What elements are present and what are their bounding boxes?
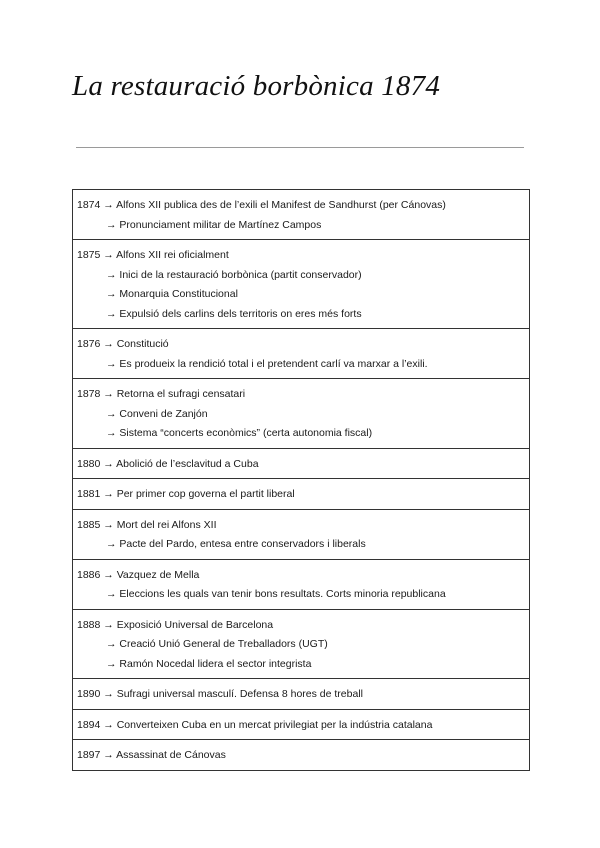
timeline-entry <box>73 710 529 741</box>
timeline-entry <box>73 740 529 771</box>
entry-detail-line: → Creació Unió General de Treballadors (UGT) <box>106 638 328 650</box>
title-divider <box>76 147 524 148</box>
timeline-entry <box>73 510 529 560</box>
entry-detail-line: → Es produeix la rendició total i el pretendent carlí va marxar a l’exili. <box>106 357 428 370</box>
entry-detail-line: → Eleccions les quals van tenir bons resultats. Corts minoria republicana <box>106 588 446 600</box>
entry-detail-line: → Conveni de Zanjón <box>106 407 208 420</box>
entry-detail-line: → Monarquia Constitucional <box>106 288 238 300</box>
timeline-entry <box>73 240 529 329</box>
timeline-entry <box>73 679 529 710</box>
page-title: La restauració borbònica 1874 <box>72 70 441 102</box>
timeline-entry <box>73 479 529 510</box>
entry-year-line: 1880 → Abolició de l’esclavitud a Cuba <box>77 457 259 470</box>
entry-detail-line: → Pacte del Pardo, entesa entre conservadors i liberals <box>106 538 366 550</box>
entry-year-line: 1881 → Per primer cop governa el partit liberal <box>77 488 295 500</box>
entry-detail-line: → Expulsió dels carlins dels territoris on eres més forts <box>106 307 362 320</box>
entry-year-line: 1885 → Mort del rei Alfons XII <box>77 518 217 531</box>
timeline-entry <box>73 449 529 480</box>
timeline-entry <box>73 379 529 449</box>
entry-year-line: 1876 → Constitució <box>77 338 169 350</box>
entry-year-line: 1888 → Exposició Universal de Barcelona <box>77 618 274 631</box>
entry-detail-line: → Inici de la restauració borbònica (partit conservador) <box>106 268 362 281</box>
entry-year-line: 1897 → Assassinat de Cánovas <box>77 749 226 761</box>
entry-year-line: 1874 → Alfons XII publica des de l’exili el Manifest de Sandhurst (per Cánovas) <box>77 199 446 211</box>
entry-detail-line: → Pronunciament militar de Martínez Campos <box>106 218 322 231</box>
timeline-entry <box>73 190 529 240</box>
entry-year-line: 1875 → Alfons XII rei oficialment <box>77 249 229 261</box>
entry-detail-line: → Ramón Nocedal lidera el sector integrista <box>106 657 312 670</box>
timeline-table <box>72 189 530 771</box>
entry-detail-line: → Sistema “concerts econòmics” (certa autonomia fiscal) <box>106 427 373 439</box>
entry-year-line: 1878 → Retorna el sufragi censatari <box>77 388 246 400</box>
timeline-entry <box>73 560 529 610</box>
entry-year-line: 1894 → Converteixen Cuba en un mercat privilegiat per la indústria catalana <box>77 718 433 731</box>
timeline-entry <box>73 329 529 379</box>
entry-year-line: 1890 → Sufragi universal masculí. Defensa 8 hores de treball <box>77 688 363 700</box>
entry-year-line: 1886 → Vazquez de Mella <box>77 568 200 581</box>
timeline-entry <box>73 610 529 680</box>
